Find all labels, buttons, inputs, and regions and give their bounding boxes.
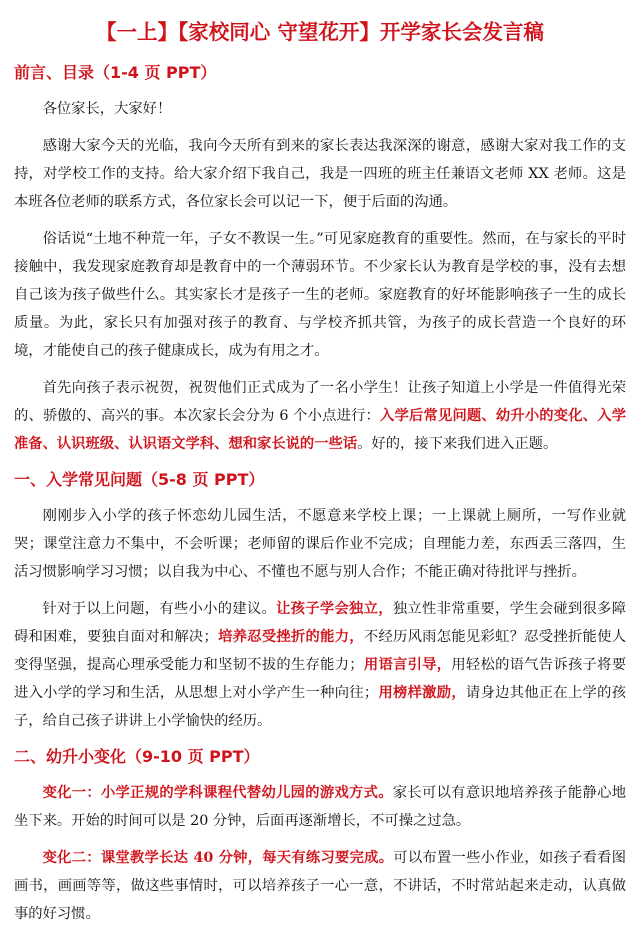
highlighted-text: 用榜样激励，: [378, 685, 466, 701]
paragraph: [14, 779, 626, 835]
highlighted-text: 培养忍受挫折的能力，: [217, 629, 364, 645]
paragraph-text: 家长可以有意识地培养孩子能静心地坐下来。开始的时间可以是 20 分钟，后面再逐渐增长，不可操之过急。: [14, 785, 626, 829]
paragraph: [14, 225, 626, 365]
paragraph: [14, 374, 626, 458]
highlighted-text: 变化一：小学正规的学科课程代替幼儿园的游戏方式。: [42, 785, 393, 801]
paragraph: [14, 502, 626, 586]
highlighted-text: 入学后常见问题、幼升小的变化、入学准备、认识班级、认识语文学科、想和家长说的一些话: [14, 408, 627, 452]
paragraph: [14, 95, 626, 123]
section-heading-preface: 前言、目录（1-4 页 PPT）: [14, 63, 217, 82]
paragraph-text: 感谢大家今天的光临，我向今天所有到来的家长表达我深深的谢意，感谢大家对我工作的支持，对学校工作的支持。给大家介绍下我自己，我是一四班的班主任兼语文老师 XX 老师。这是本班各位老师的联系方式，各位家长会可以记一下，便于后面的沟通。: [14, 138, 626, 210]
highlighted-text: 变化二：课堂教学长达 40 分钟，每天有练习要完成。: [42, 850, 394, 866]
paragraph-text: 各位家长，大家好！: [42, 101, 172, 117]
highlighted-text: 用语言引导，: [363, 657, 452, 673]
paragraph-text: 针对于以上问题，有些小小的建议。: [42, 601, 277, 617]
paragraph-text: 可以布置一些小作业，如孩子看看图画书，画画等等，做这些事情时，可以培养孩子一心一意，不讲话，不时常站起来走动，认真做事的好习惯。: [14, 850, 626, 922]
section-heading-common-problems: 一、入学常见问题（5-8 页 PPT）: [14, 470, 265, 489]
paragraph-text: 俗话说“土地不种荒一年，子女不教误一生。”可见家庭教育的重要性。然而，在与家长的平时接触中，我发现家庭教育却是教育中的一个薄弱环节。不少家长认为教育是学校的事，没有去想自己该为孩子做些什么。其实家长才是孩子一生的老师。家庭教育的好坏能影响孩子一生的成长质量。为此，家长只有加强对孩子的教育、与学校齐抓共管，为孩子的成长营造一个良好的环境，才能使自己的孩子健康成长，成为有用之才。: [14, 231, 626, 359]
paragraph: [14, 844, 626, 928]
highlighted-text: 让孩子学会独立，: [276, 601, 393, 617]
paragraph-text: 。好的，接下来我们进入正题。: [357, 436, 558, 452]
section-heading-transition-changes: 二、幼升小变化（9-10 页 PPT）: [14, 747, 260, 766]
paragraph-text: 不经历风雨怎能见彩虹？忍受挫折能使人变得坚强，提高心理承受能力和坚韧不拔的生存能力；: [14, 629, 626, 673]
paragraph-text: 刚刚步入小学的孩子怀恋幼儿园生活，不愿意来学校上课；一上课就上厕所，一写作业就哭；课堂注意力不集中，不会听课；老师留的课后作业不完成；自理能力差，东西丢三落四，生活习惯影响学习习惯；以自我为中心、不懂也不愿与别人合作；不能正确对待批评与挫折。: [14, 508, 626, 580]
paragraph-text: 请身边其他正在上学的孩子，给自己孩子讲讲上小学愉快的经历。: [14, 685, 626, 729]
document-title: 【一上】【家校同心 守望花开】开学家长会发言稿: [96, 20, 544, 44]
paragraph: [14, 595, 626, 735]
paragraph: [14, 132, 626, 216]
paragraph-text: 首先向孩子表示祝贺，祝贺他们正式成为了一名小学生！让孩子知道上小学是一件值得光荣的、骄傲的、高兴的事。本次家长会分为 6 个小点进行：: [14, 380, 626, 424]
paragraph-text: 独立性非常重要，学生会碰到很多障碍和困难，要独自面对和解决；: [14, 601, 627, 645]
paragraph-text: 用轻松的语气告诉孩子将要进入小学的学习和生活，从思想上对小学产生一种向往；: [14, 657, 626, 701]
